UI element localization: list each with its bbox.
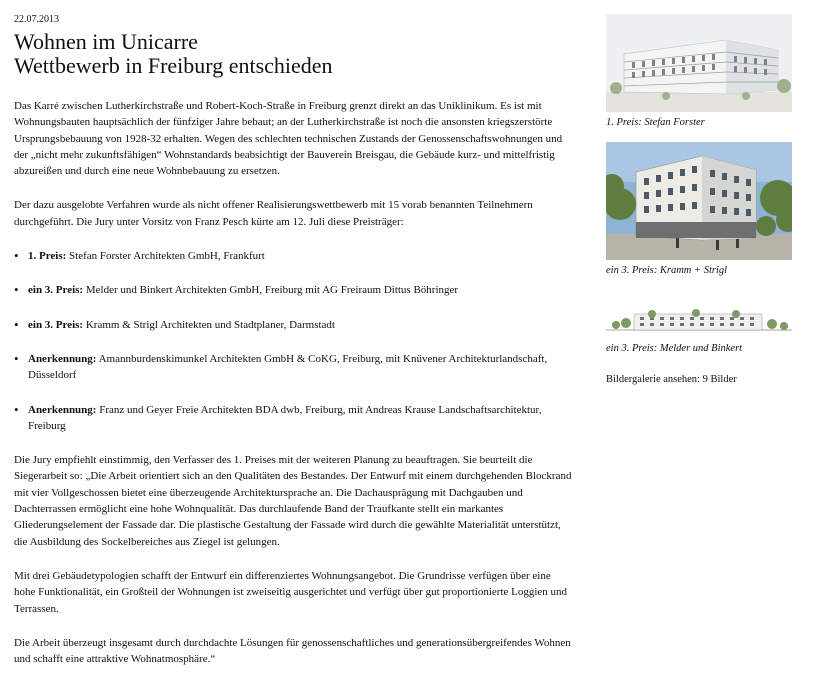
prize-text: Franz und Geyer Freie Architekten BDA dwb, Freiburg, mit Andreas Krause Landschaftsarchitektur, Freiburg bbox=[28, 403, 542, 432]
prize-list bbox=[14, 248, 574, 434]
prize-item bbox=[14, 317, 574, 333]
caption-kramm-strigl: ein 3. Preis: Kramm + Strigl bbox=[606, 265, 728, 276]
rendering-kramm-strigl-image[interactable] bbox=[606, 142, 792, 260]
title-line-1: Wohnen im Unicarre bbox=[14, 29, 198, 54]
prize-label: ein 3. Preis: bbox=[28, 318, 84, 331]
caption-first-prize: 1. Preis: Stefan Forster bbox=[606, 117, 705, 128]
paragraph-procedure: Der dazu ausgelobte Verfahren wurde als nicht offener Realisierungswettbewerb mit 15 vorab benannten Teilnehmern durchgeführt. Die Jury unter Vorsitz von Franz Pesch kürte am 12. Juli diese Preisträger: bbox=[14, 199, 533, 228]
paragraph-jury: Die Jury empfiehlt einstimmig, den Verfasser des 1. Preises mit der weiteren Planung zu beauftragen. Sie beurteilt die Siegerarbeit so: „Die Arbeit orientiert sich an den Qualitäten des Bestandes. Der Entwurf mit einem durchgehenden Blockrand mit vier Vollgeschossen bietet eine überzeugende Architektursprache an. Die Dachausprägung mit Dachgauben und Dachterrassen ermöglicht eine hohe Wohnqualität. Das durchlaufende Band der Traufkante stellt ein markantes Gliederungselement der Fassade dar. Die plastische Gestaltung der Fassade wird durch die gewählte Materialität unterstützt, die Ausbildung des Sockelbereiches aus Ziegel ist gelungen. bbox=[14, 454, 572, 548]
article-date: 22.07.2013 bbox=[14, 14, 59, 25]
caption-melder-binkert: ein 3. Preis: Melder und Binkert bbox=[606, 343, 743, 354]
article bbox=[14, 14, 574, 685]
prize-label: ein 3. Preis: bbox=[28, 284, 84, 297]
prize-item bbox=[14, 402, 574, 435]
image-sidebar bbox=[606, 14, 792, 386]
article-title bbox=[14, 30, 574, 78]
title-line-2: Wettbewerb in Freiburg entschieden bbox=[14, 53, 333, 78]
prize-label: Anerkennung: bbox=[28, 403, 97, 416]
gallery-link[interactable]: Bildergalerie ansehen: 9 Bilder bbox=[606, 374, 737, 385]
prize-text: Amannburdenskimunkel Architekten GmbH & CoKG, Freiburg, mit Knüvener Architekturlandschaft, Düsseldorf bbox=[28, 352, 548, 382]
prize-text: Melder und Binkert Architekten GmbH, Freiburg mit AG Freiraum Dittus Böhringer bbox=[83, 284, 459, 297]
prize-item bbox=[14, 282, 574, 298]
paragraph-conclusion: Die Arbeit überzeugt insgesamt durch durchdachte Lösungen für genossenschaftliches und generationsübergreifendes Wohnen und schafft eine attraktive Wohnatmosphäre.“ bbox=[14, 636, 571, 666]
elevation-melder-binkert-image[interactable] bbox=[606, 306, 792, 338]
prize-item bbox=[14, 248, 574, 264]
prize-text: Kramm & Strigl Architekten und Stadtplaner, Darmstadt bbox=[83, 318, 335, 331]
prize-label: Anerkennung: bbox=[28, 352, 97, 365]
paragraph-intro: Das Karré zwischen Lutherkirchstraße und Robert-Koch-Straße in Freiburg grenzt direkt an das Uniklinikum. Es ist mit Wohnungsbauten hauptsächlich der fünfziger Jahre bebaut; an der Lutherkirchstraße ist noch die ansonsten kriegszerstörte Ursprungsbebauung von 1928-32 erhalten. Wegen des schlechten technischen Zustands der Genossenschaftswohnungen und der „nicht mehr zukunftsfähigen“ Wohnstandards beabsichtigt der Bauverein Breisgau, die Gebäude kurz- und mittelfristig abzureißen und durch eine neue Wohnbebauung zu ersetzen. bbox=[14, 100, 563, 178]
paragraph-typologies: Mit drei Gebäudetypologien schafft der Entwurf ein differenziertes Wohnungsangebot. Die Grundrisse verfügen über eine hohe Funktionalität, ein Großteil der Wohnungen ist zweiseitig ausgerichtet und verfügt über gut proportionierte Loggien und Terrassen. bbox=[14, 569, 568, 615]
prize-label: 1. Preis: bbox=[28, 250, 67, 263]
prize-item bbox=[14, 351, 574, 384]
prize-text: Stefan Forster Architekten GmbH, Frankfurt bbox=[66, 250, 265, 263]
rendering-first-prize-image[interactable] bbox=[606, 14, 792, 112]
